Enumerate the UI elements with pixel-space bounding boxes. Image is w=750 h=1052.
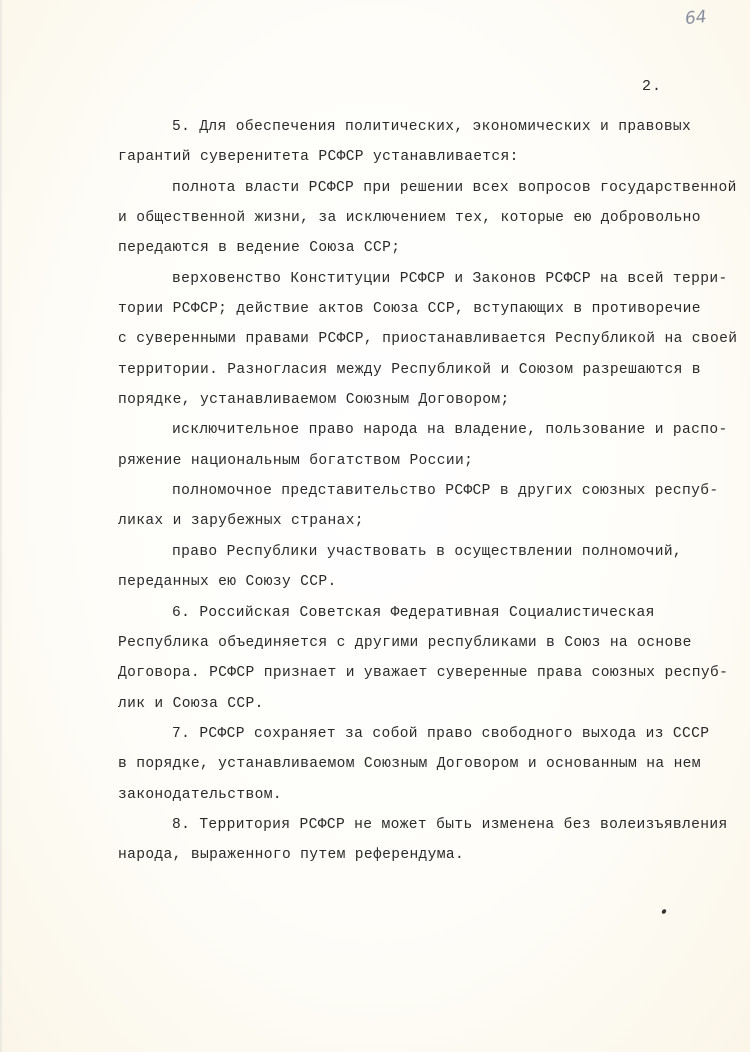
text-line: полномочное представительство РСФСР в других союзных респуб-: [172, 483, 719, 499]
text-line: лик и Союза ССР.: [118, 696, 264, 712]
text-line: народа, выраженного путем референдума.: [118, 847, 465, 863]
text-line: 5. Для обеспечения политических, экономических и правовых: [172, 119, 692, 135]
text-line: гарантий суверенитета РСФСР устанавливается:: [118, 149, 519, 165]
text-line: с суверенными правами РСФСР, приостанавливается Республикой на своей: [118, 331, 738, 347]
text-line: тории РСФСР; действие актов Союза ССР, вступающих в противоречие: [118, 301, 701, 317]
text-line: исключительное право народа на владение, пользование и распо-: [172, 422, 728, 438]
text-line: 6. Российская Советская Федеративная Социалистическая: [172, 605, 655, 621]
text-line: Договора. РСФСР признает и уважает суверенные права союзных респуб-: [118, 665, 729, 681]
text-line: право Республики участвовать в осуществлении полномочий,: [172, 544, 683, 560]
text-line: 8. Территория РСФСР не может быть изменена без волеизъявления: [172, 817, 728, 833]
text-line: порядке, устанавливаемом Союзным Договором;: [118, 392, 510, 408]
page-number: 2.: [642, 78, 663, 95]
text-line: территории. Разногласия между Республикой и Союзом разрешаются в: [118, 362, 701, 378]
text-line: законодательством.: [118, 787, 282, 803]
ink-speck: [661, 908, 667, 914]
text-line: ликах и зарубежных странах;: [118, 513, 364, 529]
archive-sheet-number: 64: [684, 6, 708, 30]
text-line: ряжение национальным богатством России;: [118, 453, 474, 469]
text-line: 7. РСФСР сохраняет за собой право свободного выхода из СССР: [172, 726, 710, 742]
text-line: Республика объединяется с другими республиками в Союз на основе: [118, 635, 692, 651]
text-line: и общественной жизни, за исключением тех, которые ею добровольно: [118, 210, 701, 226]
text-line: передаются в ведение Союза ССР;: [118, 240, 401, 256]
text-line: полнота власти РСФСР при решении всех вопросов государственной: [172, 180, 737, 196]
text-line: переданных ею Союзу ССР.: [118, 574, 337, 590]
scan-edge: [0, 0, 3, 1052]
text-line: верховенство Конституции РСФСР и Законов РСФСР на всей терри-: [172, 271, 728, 287]
text-line: в порядке, устанавливаемом Союзным Договором и основанным на нем: [118, 756, 701, 772]
